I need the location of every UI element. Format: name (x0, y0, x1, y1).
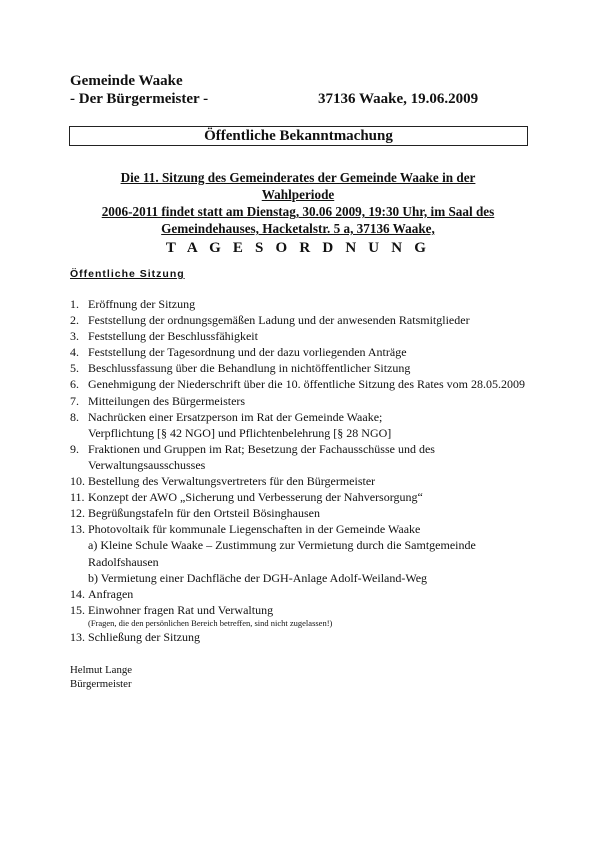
item-text: Feststellung der ordnungsgemäßen Ladung und der anwesenden Ratsmitglieder (88, 313, 470, 328)
item-text: Fraktionen und Gruppen im Rat; Besetzung der Fachausschüsse und des (88, 441, 435, 456)
agenda-item (70, 473, 530, 489)
item-number: 11. (70, 490, 85, 505)
item-number: 13. (70, 522, 85, 537)
item-continuation: b) Vermietung einer Dachfläche der DGH-Anlage Adolf-Weiland-Weg (88, 570, 428, 585)
agenda-item (70, 360, 530, 376)
agenda-item (70, 602, 530, 618)
agenda-item (70, 489, 530, 505)
signature-block (70, 663, 132, 691)
item-number: 10. (70, 474, 85, 489)
item-number: 9. (70, 441, 79, 456)
item-continuation: Verpflichtung [§ 42 NGO] und Pflichtenbelehrung [§ 28 NGO] (88, 425, 392, 440)
item-text: Beschlussfassung über die Behandlung in nichtöffentlicher Sitzung (88, 361, 411, 376)
agenda-item (70, 376, 530, 392)
item-number: 15. (70, 602, 85, 617)
item-text: Feststellung der Beschlussfähigkeit (88, 329, 258, 344)
agenda-item (70, 296, 530, 312)
signatory-title: Bürgermeister (70, 678, 132, 690)
item-text: Mitteilungen des Bürgermeisters (88, 393, 246, 408)
item-number: 6. (70, 377, 79, 392)
agenda-item (70, 344, 530, 360)
item-continuation: Verwaltungsausschusses (88, 457, 206, 472)
meeting-intro (84, 169, 512, 237)
notice-title: Öffentliche Bekanntmachung (69, 126, 528, 146)
item-text: Genehmigung der Niederschrift über die 10. öffentliche Sitzung des Rates vom 28.05.2009 (88, 377, 526, 392)
agenda-item (70, 586, 530, 602)
item-text: Bestellung des Verwaltungsvertreters für den Bürgermeister (88, 474, 376, 489)
agenda-list (70, 296, 530, 645)
item-note: (Fragen, die den persönlichen Bereich betreffen, sind nicht zugelassen!) (88, 617, 333, 628)
item-number: 12. (70, 506, 85, 521)
municipality-name: Gemeinde Waake (70, 73, 183, 89)
agenda-title: T A G E S O R D N U N G (165, 240, 431, 256)
item-continuation: Radolfshausen (88, 554, 159, 569)
item-text: Konzept der AWO „Sicherung und Verbesserung der Nahversorgung“ (88, 490, 423, 505)
item-number: 1. (70, 297, 79, 311)
agenda-item (70, 629, 530, 645)
intro-line: Die 11. Sitzung des Gemeinderates der Gemeinde Waake in der Wahlperiode (120, 170, 476, 202)
item-number: 8. (70, 409, 79, 424)
item-text: Eröffnung der Sitzung (88, 297, 196, 311)
place-date: 37136 Waake, 19.06.2009 (318, 91, 479, 107)
intro-line: 2006-2011 findet statt am Dienstag, 30.06 2009, 19:30 Uhr, im Saal des (101, 204, 495, 219)
item-continuation: a) Kleine Schule Waake – Zustimmung zur Vermietung durch die Samtgemeinde (88, 538, 476, 553)
agenda-item (70, 521, 530, 537)
item-text: Schließung der Sitzung (88, 629, 200, 644)
item-text: Begrüßungstafeln für den Ortsteil Bösinghausen (88, 506, 320, 521)
agenda-item (70, 312, 530, 328)
item-text: Nachrücken einer Ersatzperson im Rat der Gemeinde Waake; (88, 409, 383, 424)
agenda-item (70, 441, 530, 457)
agenda-item (70, 409, 530, 425)
section-title: Öffentliche Sitzung (70, 268, 185, 280)
item-number: 14. (70, 586, 85, 601)
agenda-item (70, 505, 530, 521)
item-number: 3. (70, 329, 79, 344)
item-text: Feststellung der Tagesordnung und der dazu vorliegenden Anträge (88, 345, 407, 360)
office-title: - Der Bürgermeister - (70, 91, 209, 107)
item-number: 7. (70, 393, 79, 408)
item-number: 2. (70, 313, 79, 328)
agenda-item (70, 328, 530, 344)
item-number: 13. (70, 629, 85, 644)
agenda-item (70, 393, 530, 409)
signatory-name: Helmut Lange (70, 664, 133, 676)
item-text: Anfragen (88, 586, 134, 601)
item-number: 5. (70, 361, 79, 376)
item-number: 4. (70, 345, 79, 360)
item-text: Photovoltaik für kommunale Liegenschaften in der Gemeinde Waake (88, 522, 421, 537)
item-text: Einwohner fragen Rat und Verwaltung (88, 602, 274, 617)
intro-line: Gemeindehauses, Hacketalstr. 5 a, 37136 Waake, (161, 221, 435, 236)
